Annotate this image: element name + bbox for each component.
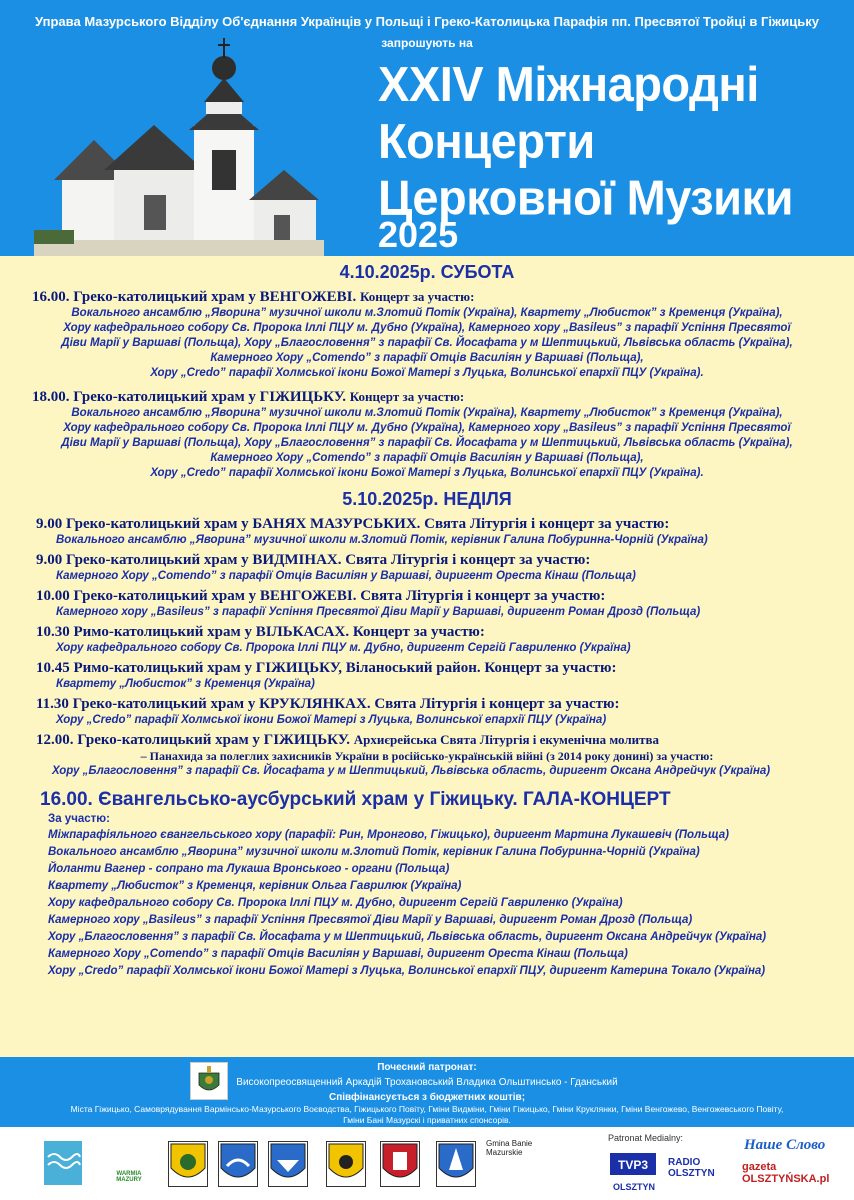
day2-event-3: 10.00 Греко-католицький храм у ВЕНГОЖЕВІ. Свята Літургія і концерт за участю: Камерного хору „Basileus” з парафії Успіння Пресвятої Діви Марії у Варшаві, диригент Роман Дрозд (Польща) bbox=[36, 588, 701, 618]
gazeta-olsztynska-logo: gazeta OLSZTYŃSKA.pl bbox=[742, 1161, 830, 1185]
gmina-banie-logo: Gmina Banie Mazurskie bbox=[486, 1139, 533, 1157]
gizycko-logo-icon bbox=[44, 1141, 82, 1185]
day2-label: 5.10.2025р. НЕДІЛЯ bbox=[342, 489, 512, 509]
media-patronage-label: Patronat Medialny: bbox=[608, 1133, 684, 1143]
performers: Вокального ансамблю „Яворина” музичної школи м.Злотий Потік (Україна), Квартету „Любисток” з Кременця (Україна), Хору кафедрального собору Св. Пророка Іллі ПЦУ м. Дубно (Україна), Камерного хору „Basileus” з парафії Успіння Пресвятої Діви Марії у Варшаві (Польща), Хору „Благословення” з парафії Св. Йосафата у м Шептицький, Львівська область (Україна), Камерного Хору „Comendo” з парафії Отців Василіян у Варшаві (Польща), Хору „Credo” парафії Холмської ікони Божої Матері з Луцька, Волинської епархії ПЦУ (Україна). bbox=[61, 307, 793, 379]
title-line-1: XXIV Міжнародні bbox=[378, 56, 759, 112]
day2-event-6: 11.30 Греко-католицький храм у КРУКЛЯНКАХ. Свята Літургія і концерт за участю: Хору „Credo” парафії Холмської ікони Божої Матері з Луцька, Волинської епархії ПЦУ (Україна) bbox=[36, 696, 620, 726]
day2-event-5: 10.45 Римо-католицький храм у ГІЖИЦЬКУ, Віланоський район. Концерт за участю: Квартету „Любисток” з Кременця (Україна) bbox=[36, 660, 617, 690]
performers: Вокального ансамблю „Яворина” музичної школи м.Злотий Потік (Україна), Квартету „Любисток” з Кременця (Україна), Хору кафедрального собору Св. Пророка Іллі ПЦУ м. Дубно (Україна), Камерного хору „Basileus” з парафії Успіння Пресвятої Діви Марії у Варшаві (Польща), Хору „Благословення” з парафії Св. Йосафата у м Шептицький, Львівська область (Україна), Камерного Хору „Comendo” з парафії Отців Василіян у Варшаві (Польща), Хору „Credo” парафії Холмської ікони Божої Матері з Луцька, Волинської епархії ПЦУ (Україна). bbox=[61, 407, 793, 479]
list-item: Камерного Хору „Comendo” з парафії Отців Василіян у Варшаві, диригент Ореста Кінаш (Польща) bbox=[48, 948, 628, 960]
warmia-mazury-logo-icon: WARMIA MAZURY bbox=[110, 1141, 148, 1185]
day2-event-7: 12.00. Греко-католицький храм у ГІЖИЦЬКУ. Архиєрейська Свята Літургія і екуменічна молитва – Панахида за полеглих захисників України в російсько-українській війні (з 2014 року донині) за участю: Хору „Благословення” з парафії Св. Йосафата у м Шептицький, Львівська область, диригент Оксана Андрейчук (Україна) bbox=[36, 732, 771, 777]
day2-event-2: 9.00 Греко-католицький храм у ВИДМІНАХ. Свята Літургія і концерт за участю: Камерного Хору „Comendo” з парафії Отців Василіян у Варшаві, диригент Ореста Кінаш (Польща) bbox=[36, 552, 636, 582]
day1-event-1 bbox=[0, 289, 854, 381]
event-title-line: 18.00. Греко-католицький храм у ГІЖИЦЬКУ. Концерт за участю: bbox=[32, 389, 465, 405]
church-image bbox=[34, 30, 324, 256]
list-item: Міжпарафіяльного євангельського хору (парафії: Рин, Мронгово, Гіжицько), диригент Мартина Лукашевіч (Польща) bbox=[48, 829, 729, 841]
event-title bbox=[378, 56, 793, 226]
cofinance-text: Міста Гіжицько, Самоврядування Вармінсько-Мазурського Воєводства, Гіжицького Повіту, Гміни Видміни, Гміни Гіжицько, Гміни Круклянки, Гміни Венгожево, Венгожевського Повіту, Гміни Бані Мазурскі і приватних спонсорів. bbox=[70, 1104, 784, 1125]
gala-performers bbox=[48, 827, 854, 980]
footer-logos bbox=[0, 1127, 854, 1200]
patron-name: Високопреосвященний Аркадій Трохановський Владика Ольштинсько - Гданський bbox=[236, 1077, 618, 1088]
tvp3-logo-icon bbox=[610, 1149, 660, 1179]
coat-of-arms-5-icon bbox=[380, 1141, 420, 1187]
patronage-label: Почесний патронат: bbox=[377, 1062, 477, 1073]
list-item: Вокального ансамблю „Яворина” музичної школи м.Злотий Потік, керівник Галина Побуринна-Чорній (Україна) bbox=[48, 846, 700, 858]
coat-of-arms-3-icon bbox=[268, 1141, 308, 1187]
title-line-3: Церковної Музики bbox=[378, 169, 793, 226]
gala-title: 16.00. Євангельсько-аусбурський храм у Гіжицьку. ГАЛА-КОНЦЕРТ bbox=[40, 789, 671, 810]
footer-sponsors bbox=[0, 1057, 854, 1127]
cofinance-label: Співфінансується з бюджетних коштів; bbox=[328, 1092, 526, 1103]
day1-label: 4.10.2025р. СУБОТА bbox=[339, 262, 515, 282]
invite-text: запрошують на bbox=[381, 36, 473, 50]
list-item: Квартету „Любисток” з Кременця, керівник Ольга Гаврилюк (Україна) bbox=[48, 880, 462, 892]
event-year: 2025 bbox=[378, 214, 459, 255]
day2-event-4: 10.30 Римо-католицький храм у ВІЛЬКАСАХ. Концерт за участю: Хору кафедрального собору Св. Пророка Іллі ПЦУ м. Дубно, диригент Сергій Гавриленко (Україна) bbox=[36, 624, 631, 654]
title-line-2: Концерти bbox=[378, 112, 595, 169]
coat-of-arms-2-icon bbox=[218, 1141, 258, 1187]
svg-text:TVP3: TVP3 bbox=[617, 1158, 649, 1172]
event-title-line: 16.00. Греко-католицький храм у ВЕНГОЖЕВІ. Концерт за участю: bbox=[32, 289, 475, 305]
coat-of-arms-1-icon bbox=[168, 1141, 208, 1187]
radio-olsztyn-logo: RADIO OLSZTYN bbox=[668, 1157, 715, 1179]
organizers-line: Управа Мазурського Відділу Об'єднання Українців у Польщі і Греко-Католицька Парафія пп. Пресвятої Тройці в Гіжицьку bbox=[35, 14, 819, 29]
list-item: Хору „Благословення” з парафії Св. Йосафата у м Шептицький, Львівська область, диригент Оксана Андрейчук (Україна) bbox=[48, 931, 767, 943]
list-item: Хору „Credo” парафії Холмської ікони Божої Матері з Луцька, Волинської епархії ПЦУ, диригент Катерина Токало (Україна) bbox=[48, 965, 766, 977]
tvp3-city: OLSZTYN bbox=[613, 1182, 655, 1192]
list-item: Йоланти Вагнер - сопрано та Лукаша Вронського - органи (Польща) bbox=[48, 863, 450, 875]
list-item: Камерного хору „Basileus” з парафії Успіння Пресвятої Діви Марії у Варшаві, диригент Роман Дрозд (Польща) bbox=[48, 914, 693, 926]
coat-of-arms-6-icon bbox=[436, 1141, 476, 1187]
list-item: Хору кафедрального собору Св. Пророка Іллі ПЦУ м. Дубно, диригент Сергій Гавриленко (Україна) bbox=[48, 897, 623, 909]
coat-of-arms-4-icon bbox=[326, 1141, 366, 1187]
gala-subtitle: За участю: bbox=[48, 813, 110, 825]
nashe-slovo-logo: Наше Слово bbox=[744, 1137, 826, 1153]
program-content bbox=[0, 256, 854, 980]
day2-event-1: 9.00 Греко-католицький храм у БАНЯХ МАЗУРСЬКИХ. Свята Літургія і концерт за участю: Вокального ансамблю „Яворина” музичної школи м.Злотий Потік, керівник Галина Побуринна-Чорній (Україна) bbox=[36, 516, 708, 546]
day1-event-2 bbox=[0, 389, 854, 481]
header-banner bbox=[0, 0, 854, 256]
